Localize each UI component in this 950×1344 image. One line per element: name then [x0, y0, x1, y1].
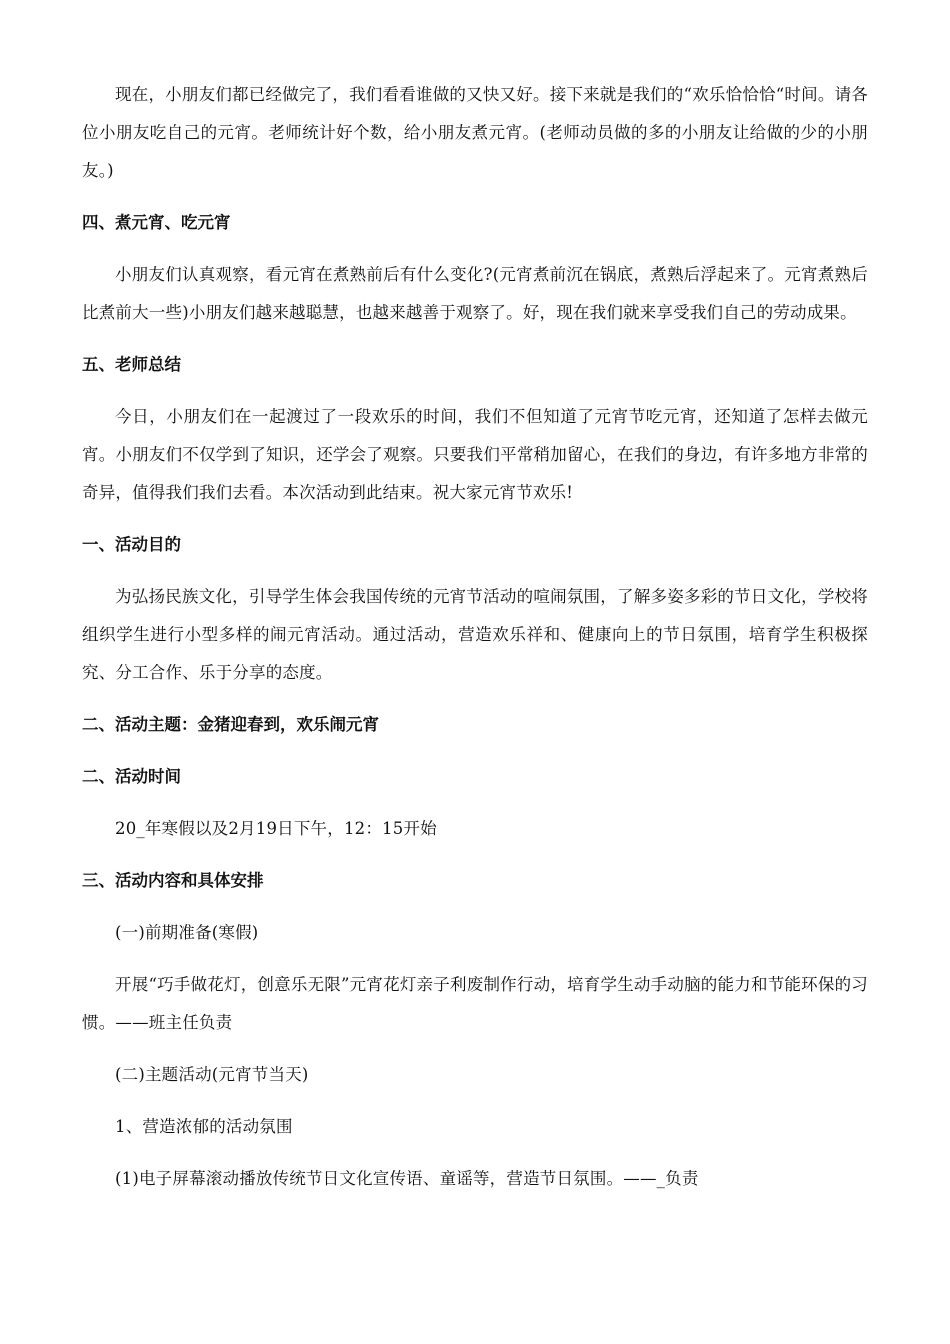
- document-body: [82, 76, 868, 1212]
- paragraph-making-done: 现在，小朋友们都已经做完了，我们看看谁做的又快又好。接下来就是我们的“欢乐恰恰恰“时间。请各位小朋友吃自己的元宵。老师统计好个数，给小朋友煮元宵。(老师动员做的多的小朋友让给做的少的小朋友。): [82, 85, 868, 180]
- paragraph-observe-cooking: 小朋友们认真观察，看元宵在煮熟前后有什么变化?(元宵煮前沉在锅底，煮熟后浮起来了。元宵煮熟后比煮前大一些)小朋友们越来越聪慧，也越来越善于观察了。好，现在我们就来享受我们自己的劳动成果。: [82, 265, 868, 322]
- section-heading-purpose: 一、活动目的: [82, 535, 181, 554]
- section-heading-cook-eat: 四、煮元宵、吃元宵: [82, 213, 231, 232]
- section-heading-content: 三、活动内容和具体安排: [82, 871, 264, 890]
- subheading-theme-activity: (二)主题活动(元宵节当天): [115, 1065, 309, 1084]
- paragraph-lantern-making: 开展“巧手做花灯，创意乐无限”元宵花灯亲子利废制作行动，培育学生动手动脑的能力和节能环保的习惯。——班主任负责: [82, 975, 868, 1032]
- subheading-preparation: (一)前期准备(寒假): [115, 923, 259, 942]
- section-heading-time: 二、活动时间: [82, 767, 181, 786]
- paragraph-summary: 今日，小朋友们在一起渡过了一段欢乐的时间，我们不但知道了元宵节吃元宵，还知道了怎样去做元宵。小朋友们不仅学到了知识，还学会了观察。只要我们平常稍加留心，在我们的身边，有许多地方非常的奇异，值得我们我们去看。本次活动到此结束。祝大家元宵节欢乐!: [82, 407, 868, 502]
- paragraph-purpose: 为弘扬民族文化，引导学生体会我国传统的元宵节活动的喧闹氛围，了解多姿多彩的节日文化，学校将组织学生进行小型多样的闹元宵活动。通过活动，营造欢乐祥和、健康向上的节日氛围，培育学生积极探究、分工合作、乐于分享的态度。: [82, 587, 868, 682]
- paragraph-time: 20_年寒假以及2月19日下午，12：15开始: [115, 819, 437, 838]
- list-item-atmosphere: 1、营造浓郁的活动氛围: [115, 1117, 293, 1136]
- section-heading-theme: 二、活动主题：金猪迎春到，欢乐闹元宵: [82, 715, 379, 734]
- section-heading-teacher-summary: 五、老师总结: [82, 355, 181, 374]
- list-item-screen-broadcast: (1)电子屏幕滚动播放传统节日文化宣传语、童谣等，营造节日氛围。——_负责: [115, 1169, 699, 1188]
